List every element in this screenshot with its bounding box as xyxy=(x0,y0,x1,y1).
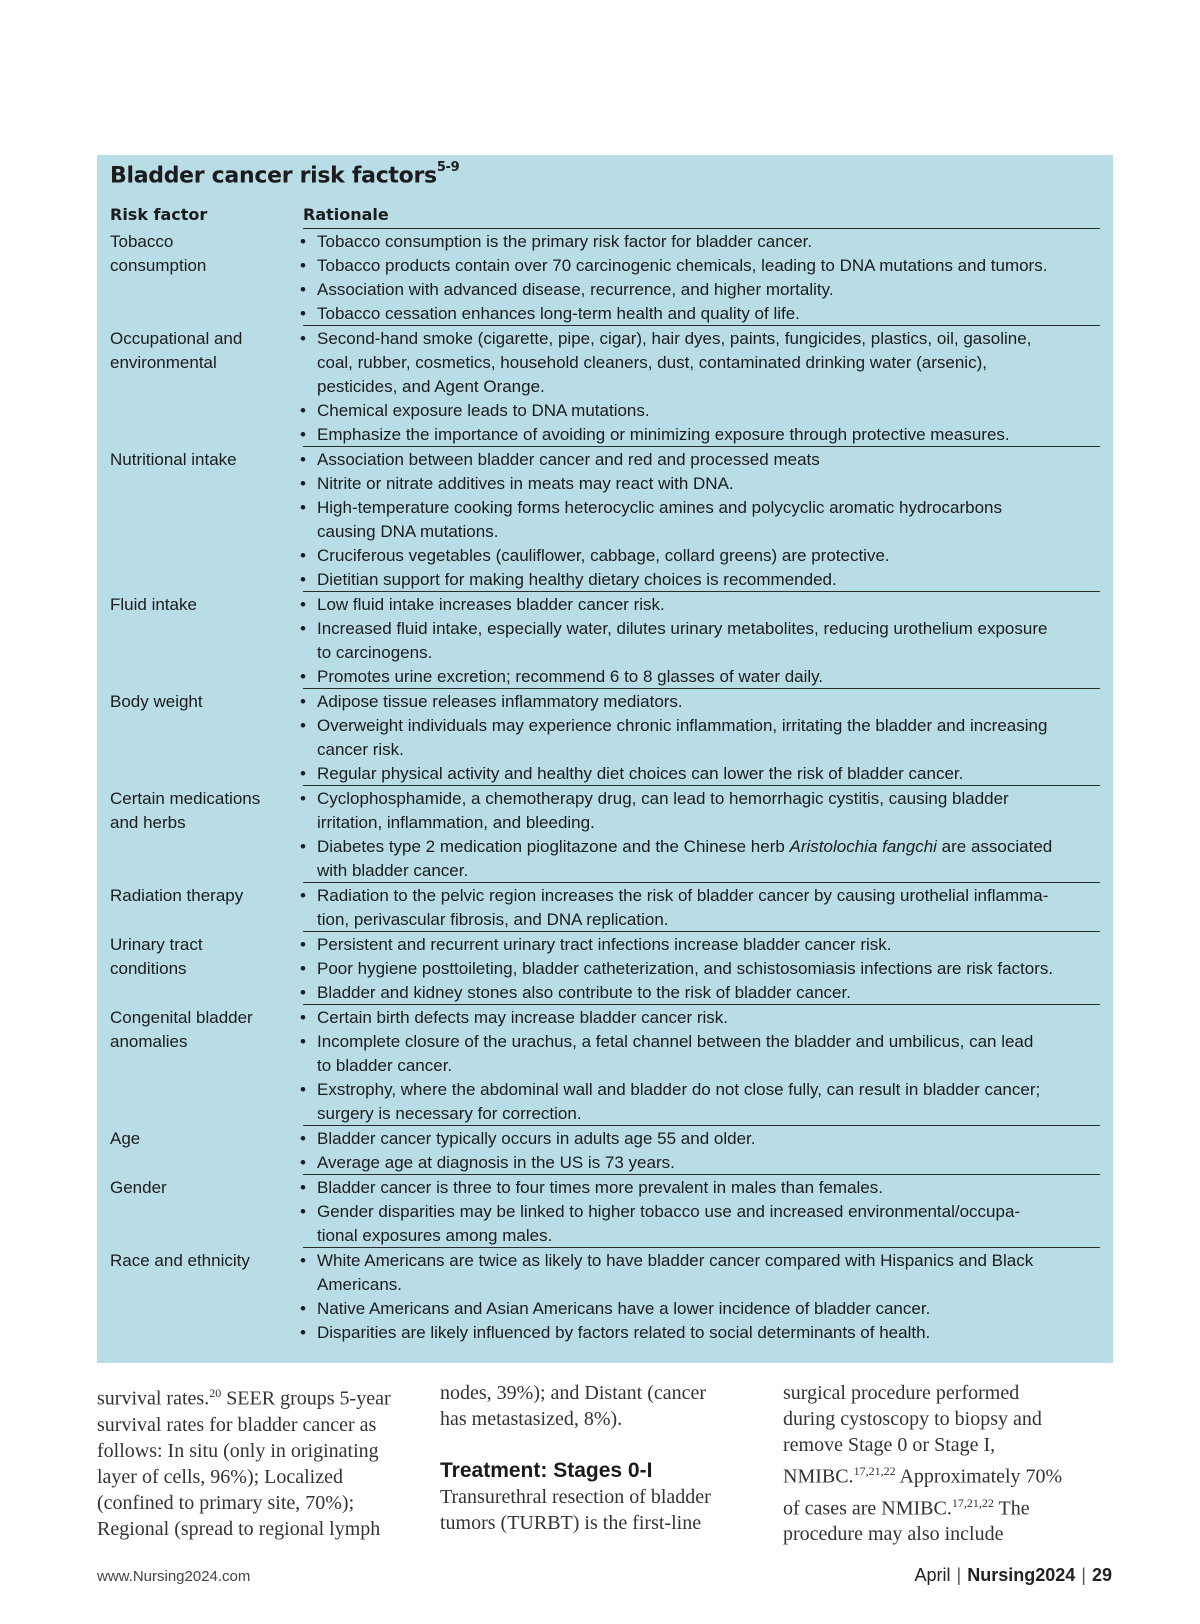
risk-factor-cell: Gender xyxy=(110,1178,167,1197)
rationale-bullet: • Bladder and kidney stones also contribute to the risk of bladder cancer. xyxy=(297,981,1103,1005)
rationale-cell xyxy=(297,1176,1103,1248)
rationale-bullet: • Disparities are likely influenced by factors related to social determinants of health. xyxy=(297,1321,1103,1345)
rationale-cell xyxy=(297,1127,1103,1175)
rationale-bullet: • Promotes urine excretion; recommend 6 to 8 glasses of water daily. xyxy=(297,665,1103,689)
row-divider xyxy=(303,882,1100,883)
risk-factor-cell: Tobacco consumption xyxy=(110,232,207,275)
rationale-bullet: • Adipose tissue releases inflammatory mediators. xyxy=(297,690,1103,714)
row-divider xyxy=(303,228,1100,229)
rationale-bullet: • Association with advanced disease, recurrence, and higher mortality. xyxy=(297,278,1103,302)
risk-factors-table xyxy=(97,155,1113,1363)
rationale-bullet: • Incomplete closure of the urachus, a fetal channel between the bladder and umbilicus, can lead to bladder cancer. xyxy=(297,1030,1103,1078)
risk-factor-cell: Race and ethnicity xyxy=(110,1251,250,1270)
rationale-bullet: • Diabetes type 2 medication pioglitazone and the Chinese herb Aristolochia fangchi are associated with bladder cancer. xyxy=(297,835,1103,883)
row-divider xyxy=(303,325,1100,326)
row-divider xyxy=(303,446,1100,447)
rationale-bullet: • Bladder cancer is three to four times more prevalent in males than females. xyxy=(297,1176,1103,1200)
rationale-bullet: • Tobacco products contain over 70 carcinogenic chemicals, leading to DNA mutations and tumors. xyxy=(297,254,1103,278)
rationale-bullet: • Low fluid intake increases bladder cancer risk. xyxy=(297,593,1103,617)
table-title: Bladder cancer risk factors$^{5-9}$ xyxy=(110,160,460,189)
risk-factor-cell: Congenital bladder anomalies xyxy=(110,1008,253,1051)
row-divider xyxy=(303,785,1100,786)
risk-factor-cell: Radiation therapy xyxy=(110,886,244,905)
rationale-bullet: • Bladder cancer typically occurs in adults age 55 and older. xyxy=(297,1127,1103,1151)
risk-factor-cell: Urinary tract conditions xyxy=(110,935,203,978)
risk-factor-cell: Fluid intake xyxy=(110,595,197,614)
row-divider xyxy=(303,931,1100,932)
rationale-cell xyxy=(297,448,1103,592)
rationale-cell xyxy=(297,230,1103,326)
row-divider xyxy=(303,1174,1100,1175)
rationale-bullet: • Nitrite or nitrate additives in meats may react with DNA. xyxy=(297,472,1103,496)
body-column-2: nodes, 39%); and Distant (cancer has metastasized, 8%). Treatment: Stages 0-I Transurethral resection of bladder tumors (TURBT) is the first-line xyxy=(440,1382,711,1534)
risk-factor-cell: Occupational and environmental xyxy=(110,329,243,372)
rationale-bullet: • Gender disparities may be linked to higher tobacco use and increased environmental/occupa- tional exposures among males. xyxy=(297,1200,1103,1248)
rationale-cell xyxy=(297,787,1103,883)
footer-url: www.Nursing2024.com xyxy=(97,1568,251,1585)
rationale-bullet: • Persistent and recurrent urinary tract infections increase bladder cancer risk. xyxy=(297,933,1103,957)
rationale-bullet: • Dietitian support for making healthy dietary choices is recommended. xyxy=(297,568,1103,592)
rationale-bullet: • Average age at diagnosis in the US is 73 years. xyxy=(297,1151,1103,1175)
rationale-bullet: • Association between bladder cancer and red and processed meats xyxy=(297,448,1103,472)
rationale-cell xyxy=(297,593,1103,689)
risk-factor-cell: Nutritional intake xyxy=(110,450,237,469)
rationale-bullet: • Tobacco consumption is the primary risk factor for bladder cancer. xyxy=(297,230,1103,254)
rationale-cell xyxy=(297,690,1103,786)
row-divider xyxy=(303,1247,1100,1248)
rationale-bullet: • Regular physical activity and healthy diet choices can lower the risk of bladder cancer. xyxy=(297,762,1103,786)
risk-factor-cell: Body weight xyxy=(110,692,203,711)
rationale-cell xyxy=(297,933,1103,1005)
rationale-bullet: • Cruciferous vegetables (cauliflower, cabbage, collard greens) are protective. xyxy=(297,544,1103,568)
row-divider xyxy=(303,688,1100,689)
row-divider xyxy=(303,591,1100,592)
rationale-bullet: • Chemical exposure leads to DNA mutations. xyxy=(297,399,1103,423)
rationale-bullet: • High-temperature cooking forms heterocyclic amines and polycyclic aromatic hydrocarbons causing DNA mutations. xyxy=(297,496,1103,544)
rationale-bullet: • Exstrophy, where the abdominal wall and bladder do not close fully, can result in bladder cancer; surgery is necessary for correction. xyxy=(297,1078,1103,1126)
row-divider xyxy=(303,1004,1100,1005)
risk-factor-cell: Age xyxy=(110,1129,141,1148)
body-column-1: survival rates.$^{20}$ SEER groups 5-year survival rates for bladder cancer as follows: In situ (only in originating layer of cells, 96%); Localized (confined to primary site, 70%); Regional (spread to regional lymph xyxy=(97,1386,391,1540)
body-column-3: surgical procedure performed during cystoscopy to biopsy and remove Stage 0 or Stage I, NMIBC.$^{17,21,22}$ Approximately 70% of cases are NMIBC.$^{17,21,22}$ The procedure may also include xyxy=(783,1382,1063,1546)
rationale-bullet: • Radiation to the pelvic region increases the risk of bladder cancer by causing urothelial inflamma- tion, perivascular fibrosis, and DNA replication. xyxy=(297,884,1103,932)
rationale-bullet: • Tobacco cessation enhances long-term health and quality of life. xyxy=(297,302,1103,326)
rationale-bullet: • Emphasize the importance of avoiding or minimizing exposure through protective measures. xyxy=(297,423,1103,447)
rationale-cell xyxy=(297,1249,1103,1345)
rationale-cell xyxy=(297,327,1103,447)
rationale-bullet: • Certain birth defects may increase bladder cancer risk. xyxy=(297,1006,1103,1030)
rationale-cell xyxy=(297,884,1103,932)
rationale-bullet: • Cyclophosphamide, a chemotherapy drug, can lead to hemorrhagic cystitis, causing bladder irritation, inflammation, and bleeding. xyxy=(297,787,1103,835)
rationale-bullet: • Second-hand smoke (cigarette, pipe, cigar), hair dyes, paints, fungicides, plastics, oil, gasoline, coal, rubber, cosmetics, household cleaners, dust, contaminated drinking water (arsenic), pesticides, and Agent Orange. xyxy=(297,327,1103,399)
rationale-cell xyxy=(297,1006,1103,1126)
section-heading: Treatment: Stages 0-I xyxy=(440,1459,653,1482)
risk-factor-cell: Certain medications and herbs xyxy=(110,789,261,832)
rationale-bullet: • Overweight individuals may experience chronic inflammation, irritating the bladder and increasing cancer risk. xyxy=(297,714,1103,762)
rationale-bullet: • Increased fluid intake, especially water, dilutes urinary metabolites, reducing urothelium exposure to carcinogens. xyxy=(297,617,1103,665)
column-header-risk-factor: Risk factor xyxy=(110,205,208,224)
column-header-rationale: Rationale xyxy=(303,205,389,224)
footer-folio: April | Nursing2024 | 29 xyxy=(914,1565,1112,1585)
rationale-bullet: • White Americans are twice as likely to have bladder cancer compared with Hispanics and Black Americans. xyxy=(297,1249,1103,1297)
rationale-bullet: • Native Americans and Asian Americans have a lower incidence of bladder cancer. xyxy=(297,1297,1103,1321)
rationale-bullet: • Poor hygiene posttoileting, bladder catheterization, and schistosomiasis infections are risk factors. xyxy=(297,957,1103,981)
row-divider xyxy=(303,1125,1100,1126)
